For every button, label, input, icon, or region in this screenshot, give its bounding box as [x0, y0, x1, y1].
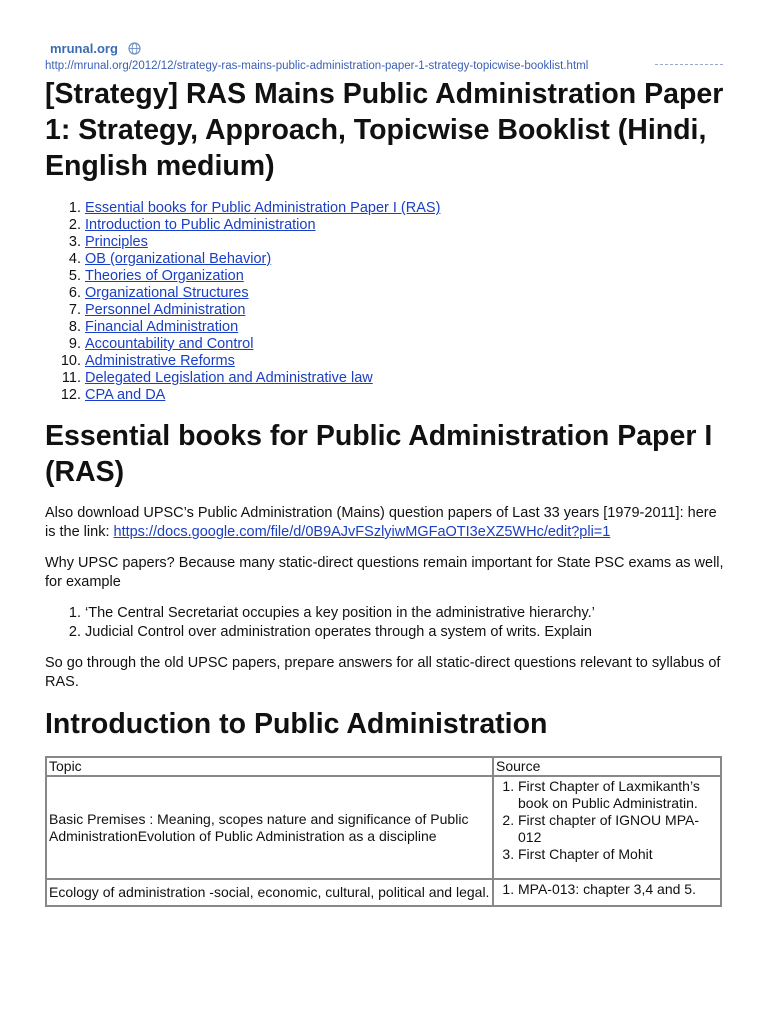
topic-cell: Ecology of administration -social, economic, cultural, political and legal. [46, 879, 493, 906]
download-paragraph [45, 504, 725, 542]
toc-item [85, 336, 725, 353]
toc-item [85, 319, 725, 336]
toc-item [85, 217, 725, 234]
source-cell [493, 879, 721, 906]
globe-icon [128, 42, 141, 55]
why-upsc-paragraph: Why UPSC papers? Because many static-direct questions remain important for State PSC exams as well, for example [45, 555, 724, 590]
toc-item [85, 268, 725, 285]
toc-link[interactable]: Personnel Administration [85, 302, 246, 318]
toc-link[interactable]: Principles [85, 234, 148, 250]
toc-link[interactable]: Administrative Reforms [85, 353, 235, 369]
header-topic: Topic [46, 757, 493, 776]
topic-cell: Basic Premises : Meaning, scopes nature and significance of Public AdministrationEvolution of Public Administration as a discipline [46, 776, 493, 879]
toc-item [85, 302, 725, 319]
source-item: 3. First Chapter of Mohit [518, 846, 718, 863]
header-source: Source [493, 757, 721, 776]
toc-item [85, 251, 725, 268]
toc-link[interactable]: Introduction to Public Administration [85, 217, 316, 233]
section-heading-introduction: Introduction to Public Administration [45, 708, 548, 740]
source-item: 1. First Chapter of Laxmikanth’s book on Public Administratin. [518, 778, 718, 812]
site-header [50, 38, 725, 58]
toc-item [85, 370, 725, 387]
download-text: Also download UPSC’s Public Administration (Mains) question papers of Last 33 years [1979-2011]: here is the link: [45, 505, 717, 540]
toc-item [85, 285, 725, 302]
table-row [46, 776, 721, 879]
toc-link[interactable]: OB (organizational Behavior) [85, 251, 272, 267]
table-of-contents [45, 200, 725, 404]
source-cell [493, 776, 721, 879]
toc-link[interactable]: Financial Administration [85, 319, 239, 335]
toc-item [85, 200, 725, 217]
example-questions-list [45, 604, 725, 642]
question-papers-link[interactable]: https://docs.google.com/file/d/0B9AJvFSzlyiwMGFaOTI3eXZ5WHc/edit?pli=1 [113, 524, 611, 540]
toc-item [85, 353, 725, 370]
toc-link[interactable]: Theories of Organization [85, 268, 244, 284]
source-item: 2. First chapter of IGNOU MPA-012 [518, 812, 718, 846]
table-row [46, 879, 721, 906]
advice-paragraph: So go through the old UPSC papers, prepare answers for all static-direct questions relevant to syllabus of RAS. [45, 655, 721, 690]
page-content [45, 38, 725, 907]
toc-item [85, 234, 725, 251]
page-url[interactable]: http://mrunal.org/2012/12/strategy-ras-mains-public-administration-paper-1-strategy-topicwise-booklist.html [45, 60, 589, 72]
toc-link[interactable]: Delegated Legislation and Administrative law [85, 370, 373, 386]
example-question: 2. Judicial Control over administration operates through a system of writs. Explain [85, 623, 725, 642]
source-list [496, 881, 718, 898]
toc-item [85, 387, 725, 404]
site-name[interactable]: mrunal.org [50, 40, 118, 56]
toc-link[interactable]: Organizational Structures [85, 285, 249, 301]
toc-link[interactable]: Essential books for Public Administration Paper I (RAS) [85, 200, 441, 216]
source-item: 1. MPA-013: chapter 3,4 and 5. [518, 881, 718, 898]
example-question: 1. ‘The Central Secretariat occupies a key position in the administrative hierarchy.’ [85, 604, 725, 623]
source-list [496, 778, 718, 863]
toc-link[interactable]: CPA and DA [85, 387, 166, 403]
toc-link[interactable]: Accountability and Control [85, 336, 254, 352]
table-header-row [46, 757, 721, 776]
topic-source-table [45, 756, 722, 907]
page-title: [Strategy] RAS Mains Public Administration Paper 1: Strategy, Approach, Topicwise Booklist (Hindi, English medium) [45, 78, 724, 182]
section-heading-essential-books: Essential books for Public Administration Paper I (RAS) [45, 420, 713, 488]
